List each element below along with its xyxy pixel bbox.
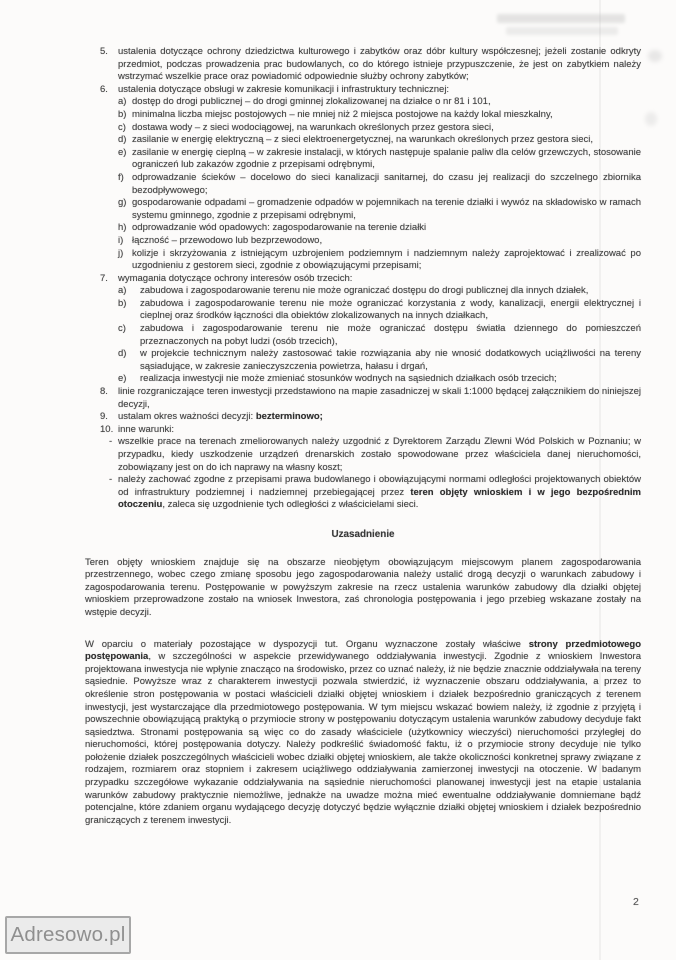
item-number: 10. — [100, 423, 114, 435]
sub-item-text: gospodarowanie odpadami – gromadzenie odpadów w pojemnikach na terenie działki i wywóz na składowisko w ramach systemu gminnego, zgodnie z przepisami odrębnymi, — [132, 197, 641, 221]
sub-item-letter: h) — [118, 222, 127, 234]
item-number: 8. — [100, 386, 108, 398]
dash-item-text: wszelkie prace na terenach zmeliorowanych należy uzgodnić z Dyrektorem Zarządu Zlewni Wód Polskich w Poznaniu; w przypadku, kiedy uszkodzenie urządzeń drenarskich zostało spowodowane przez właściciela danej nieruchomości, zobowiązany jest on do ich naprawy na własny koszt; — [118, 436, 641, 473]
sub-item — [118, 285, 641, 298]
sub-item-letter: c) — [118, 323, 126, 335]
watermark-badge — [5, 916, 131, 954]
faded-stamp-line — [506, 27, 618, 35]
sub-item-text: odprowadzanie ścieków – docelowo do sieci kanalizacji sanitarnej, do czasu jej realizacji do szczelnego zbiornika bezodpływowego; — [132, 171, 641, 196]
page-number: 2 — [633, 896, 639, 908]
sub-item-letter: f) — [118, 171, 124, 183]
sub-item — [118, 147, 641, 172]
sub-item-letter: i) — [118, 234, 124, 246]
sub-item — [118, 373, 641, 386]
dash-item — [109, 436, 641, 474]
item-text: linie rozgraniczające teren inwestycji przedstawiono na mapie zasadniczej w skali 1:1000 będącej załącznikiem do niniejszej decyzji, — [118, 386, 641, 410]
dash-item-text: należy zachować zgodne z przepisami prawa budowlanego i obowiązującymi normami odległości projektowanych obiektów od infrastruktury podziemnej i nadziemnej przebiegającej przez teren objęty wnioskiem i w jego bezpośrednim otoczeniu, zaleca się uzgodnienie tych odległości z właścicielami sieci. — [118, 474, 641, 511]
sub-item-letter: b) — [118, 108, 127, 120]
sub-item — [118, 348, 641, 373]
justification-paragraph: W oparciu o materiały pozostające w dyspozycji tut. Organu wyznaczone zostały właściwe strony przedmiotowego postępowania, w szczególności w aspekcie przewidywanego oddziaływania inwestycji. Zgodnie z wnioskiem Inwestora projektowana inwestycja nie wpłynie znacząco na środowisko, przez co uznać należy, iż nie będzie znacznie oddziaływała na tereny sąsiednie. Powyższe wraz z charakterem inwestycji pozwala stwierdzić, iż wyznaczenie obszaru oddziaływania, a przez to określenie stron postępowania w postaci właścicieli działki objętej wnioskiem i działek bezpośrednio graniczących z terenem inwestycji, jest wystarczające dla przedmiotowego postępowania. W tym miejscu wskazać bowiem należy, iż zgodnie z przyjętą i powszechnie obowiązującą praktyką o przymiocie strony w postępowaniu dotyczącym ustalenia warunków zabudowy decyduje fakt sąsiedztwa. Stronami postępowania są więc co do zasady właściciele (użytkownicy wieczyści) nieruchomości przyległej do nieruchomości, której postępowania dotyczy. Należy podkreślić świadomość faktu, iż o przymiocie strony decyduje nie tylko położenie działek poszczególnych właścicieli wobec działki objętej wnioskiem, ale także okoliczności konkretnej sprawy związane z rodzajem, rozmiarem oraz stopniem i zakresem uciążliwego oddziaływania zamierzonej inwestycji na otoczenie. W badanym przypadku szczegółowe wykazanie oddziaływania na sąsiednie nieruchomości planowanej inwestycji jest na etapie ustalania warunków zabudowy praktycznie niemożliwe, jednakże na uwadze można mieć ewentualne oddziaływanie domniemane bądź potencjalne, które zdaniem organu wydającego decyzję dotyczyć będzie wyłącznie działki objętej wnioskiem i działek bezpośrednio graniczących z terenem inwestycji. — [85, 638, 641, 826]
faded-stamp-line — [497, 14, 625, 23]
item-body — [118, 46, 641, 84]
sub-item — [118, 298, 641, 323]
sub-item — [118, 235, 641, 248]
sub-item-letter: a) — [118, 96, 127, 108]
list-item — [85, 386, 641, 411]
sub-item — [118, 197, 641, 222]
sub-item-letter: g) — [118, 197, 127, 209]
sub-item-text: zasilanie w energię elektryczną – z sieci elektroenergetycznej, na warunkach określonych przez gestora sieci, — [132, 134, 593, 146]
sub-item-text: zabudowa i zagospodarowanie terenu nie może ograniczać dostępu światła dziennego do pomieszczeń przeznaczonych na pobyt ludzi (osób trzecich), — [140, 323, 641, 347]
list-item — [85, 411, 641, 424]
sub-item-letter: a) — [118, 285, 127, 297]
item-body — [109, 423, 641, 512]
sub-item — [118, 248, 641, 273]
document-body — [85, 46, 641, 827]
item-body — [118, 273, 641, 386]
sub-item-letter: j) — [118, 247, 124, 259]
item-text: ustalenia dotyczące ochrony dziedzictwa kulturowego i zabytków oraz dóbr kultury współczesnej; jeżeli zostanie odkryty przedmiot, podczas prowadzenia prac budowlanych, co do którego istnieje przypuszczenie, że jest on zabytkiem należy wstrzymać wszelkie prace oraz powiadomić odpowiednie służby ochrony zabytków; — [118, 46, 641, 83]
item-body — [118, 411, 641, 424]
sub-item-letter: d) — [118, 134, 127, 146]
justification-heading: Uzasadnienie — [331, 528, 395, 540]
watermark-label: Adresowo.pl — [10, 923, 126, 946]
sub-item — [118, 96, 641, 109]
sub-item-text: zasilanie w energię cieplną – w zakresie instalacji, w których następuje spalanie paliw dla celów grzewczych, stosowanie ograniczeń lub zakazów zgodnie z przepisami odrębnymi, — [132, 146, 641, 171]
decision-list — [85, 46, 641, 512]
list-item — [85, 424, 641, 512]
sub-item-letter: e) — [118, 373, 127, 385]
sub-item-letter: e) — [118, 146, 127, 158]
sub-item-text: w projekcie technicznym należy zastosować takie rozwiązania aby nie wnosić dodatkowych uciążliwości na tereny sąsiadujące, w zakresie zanieczyszczenia powietrza, hałasu i drgań, — [140, 348, 641, 372]
sub-item-text: realizacja inwestycji nie może zmieniać stosunków wodnych na sąsiednich działkach osób trzecich; — [140, 373, 557, 385]
dash-item — [109, 474, 641, 512]
dash-marker: - — [109, 436, 113, 448]
sub-item — [118, 323, 641, 348]
sub-item-text: dostęp do drogi publicznej – do drogi gminnej zlokalizowanej na działce o nr 81 i 101, — [132, 96, 491, 108]
item-body — [118, 84, 641, 273]
item-text: inne warunki: — [118, 423, 174, 435]
item-text: wymagania dotyczące ochrony interesów osób trzecich: — [118, 272, 353, 284]
scan-smudge — [648, 50, 662, 62]
dash-marker: - — [109, 474, 113, 486]
scan-smudge — [645, 112, 657, 126]
sub-item-letter: d) — [118, 348, 127, 360]
item-number: 7. — [100, 272, 108, 284]
list-item — [85, 273, 641, 386]
sub-item-letter: b) — [118, 297, 127, 309]
item-body — [118, 386, 641, 411]
item-text: ustalam okres ważności decyzji: bezterminowo; — [118, 411, 323, 423]
item-number: 6. — [100, 83, 108, 95]
sub-item — [118, 122, 641, 135]
item-text: ustalenia dotyczące obsługi w zakresie komunikacji i infrastruktury technicznej: — [118, 83, 450, 95]
item-number: 9. — [100, 411, 108, 423]
sub-item — [118, 109, 641, 122]
sub-item-text: odprowadzanie wód opadowych: zagospodarowanie na terenie działki — [132, 222, 427, 234]
list-item — [85, 46, 641, 84]
justification-paragraph: Teren objęty wnioskiem znajduje się na obszarze nieobjętym obowiązującym miejscowym planem zagospodarowania przestrzennego, wobec czego zmianę sposobu jego zagospodarowania należy ustalić drogą decyzji o warunkach zabudowy i zagospodarowania terenu. Postępowanie w powyższym zakresie na rzecz ustalenia warunków zabudowy dla działki objętej wnioskiem przeprowadzone zostało na wniosek Inwestora, zaś chronologia postępowania i jego przebieg wskazane zostały na wstępie decyzji. — [85, 556, 641, 618]
item-number: 5. — [100, 46, 108, 57]
sub-item-text: dostawa wody – z sieci wodociągowej, na warunkach określonych przez gestora sieci, — [132, 121, 494, 133]
sub-item-text: minimalna liczba miejsc postojowych – nie mniej niż 2 miejsca postojowe na każdy lokal mieszkalny, — [132, 108, 553, 120]
sub-item — [118, 172, 641, 197]
sub-item — [118, 222, 641, 235]
sub-item-text: łączność – przewodowo lub bezprzewodowo, — [132, 234, 323, 246]
list-item — [85, 84, 641, 273]
sub-item-text: kolizje i skrzyżowania z istniejącym uzbrojeniem podziemnym i nadziemnym należy zaprojektować i zrealizować po uzgodnieniu z gestorem sieci, zgodnie z obowiązującymi przepisami; — [132, 247, 641, 272]
sub-item-text: zabudowa i zagospodarowanie terenu nie może ograniczać dostępu do drogi publicznej dla innych działek, — [140, 285, 589, 297]
justification-paragraphs — [85, 557, 641, 828]
sub-item — [118, 134, 641, 147]
sub-item-letter: c) — [118, 121, 126, 133]
sub-item-text: zabudowa i zagospodarowanie terenu nie może ograniczać korzystania z wody, kanalizacji, energii elektrycznej i cieplnej oraz środków łączności dla obiektów zlokalizowanych na innych działkach, — [140, 297, 641, 322]
